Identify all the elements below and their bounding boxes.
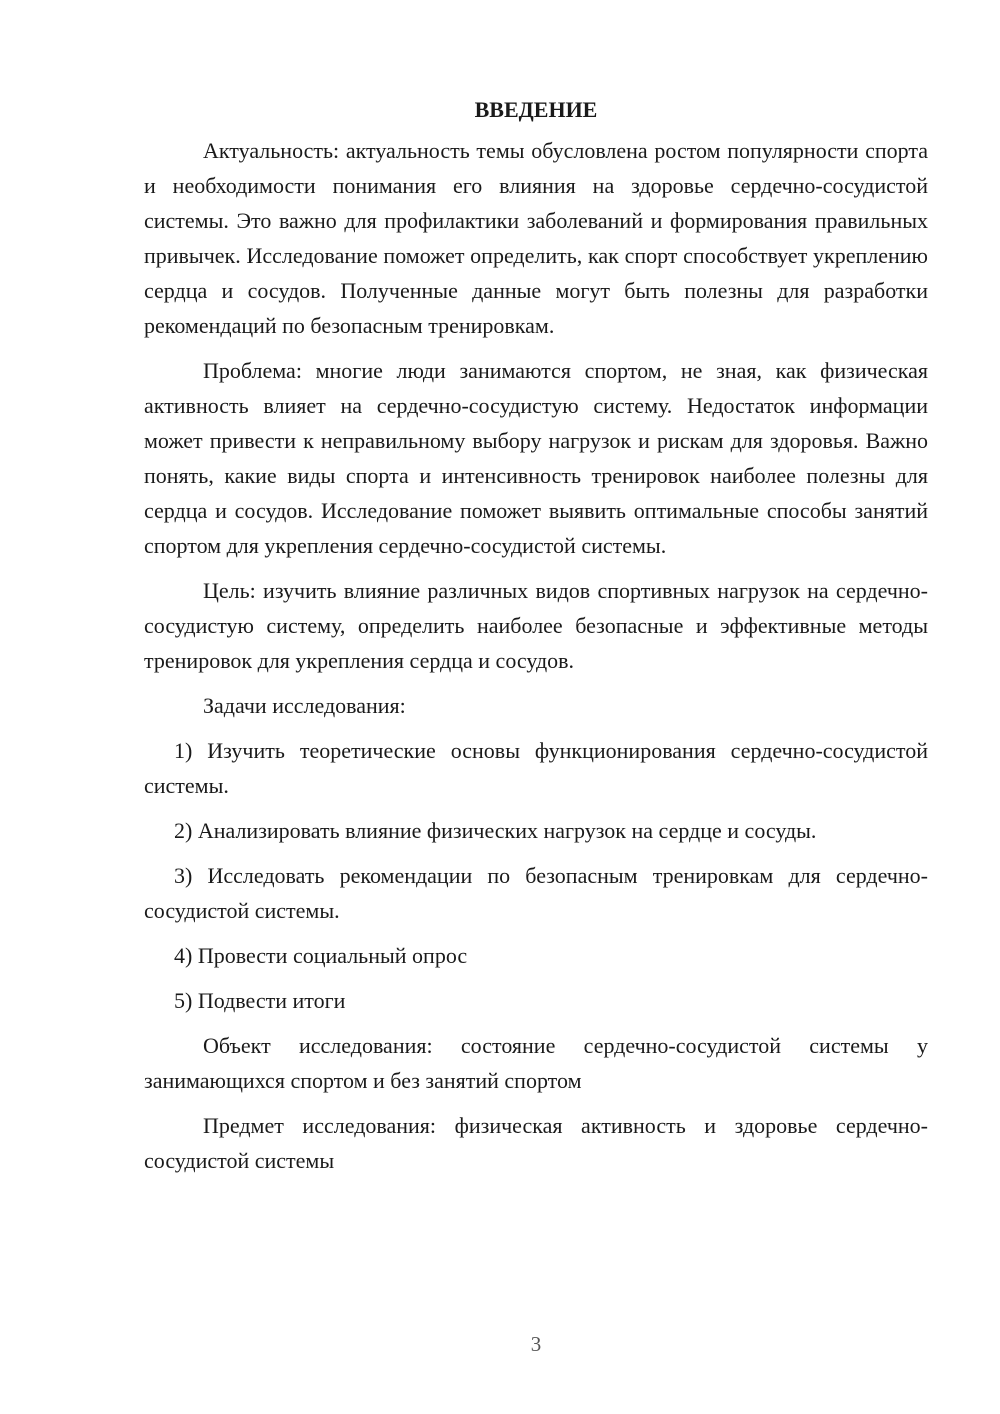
- task-item-5: 5) Подвести итоги: [174, 988, 346, 1013]
- page-heading: ВВЕДЕНИЕ: [474, 97, 598, 122]
- research-object-paragraph: Объект исследования: состояние сердечно-сосудистой системы у занимающихся спортом и без занятий спортом: [144, 1033, 928, 1093]
- task-item-1: 1) Изучить теоретические основы функционирования сердечно-сосудистой системы.: [144, 738, 928, 798]
- task-item-4: 4) Провести социальный опрос: [174, 943, 468, 968]
- page-number: 3: [530, 1332, 542, 1356]
- task-item-3: 3) Исследовать рекомендации по безопасным тренировкам для сердечно-сосудистой системы.: [144, 863, 928, 923]
- tasks-heading: Задачи исследования:: [203, 693, 406, 718]
- research-subject-paragraph: Предмет исследования: физическая активность и здоровье сердечно-сосудистой системы: [144, 1113, 928, 1173]
- relevance-paragraph: Актуальность: актуальность темы обусловлена ростом популярности спорта и необходимости понимания его влияния на здоровье сердечно-сосудистой системы. Это важно для профилактики заболеваний и формирования правильных привычек. Исследование поможет определить, как спорт способствует укреплению сердца и сосудов. Полученные данные могут быть полезны для разработки рекомендаций по безопасным тренировкам.: [144, 138, 928, 338]
- document-page: [144, 92, 928, 1188]
- goal-paragraph: Цель: изучить влияние различных видов спортивных нагрузок на сердечно-сосудистую систему, определить наиболее безопасные и эффективные методы тренировок для укрепления сердца и сосудов.: [144, 578, 928, 673]
- task-item-2: 2) Анализировать влияние физических нагрузок на сердце и сосуды.: [174, 818, 817, 843]
- problem-paragraph: Проблема: многие люди занимаются спортом, не зная, как физическая активность влияет на сердечно-сосудистую систему. Недостаток информации может привести к неправильному выбору нагрузок и рискам для здоровья. Важно понять, какие виды спорта и интенсивность тренировок наиболее полезны для сердца и сосудов. Исследование поможет выявить оптимальные способы занятий спортом для укрепления сердечно-сосудистой системы.: [144, 358, 928, 558]
